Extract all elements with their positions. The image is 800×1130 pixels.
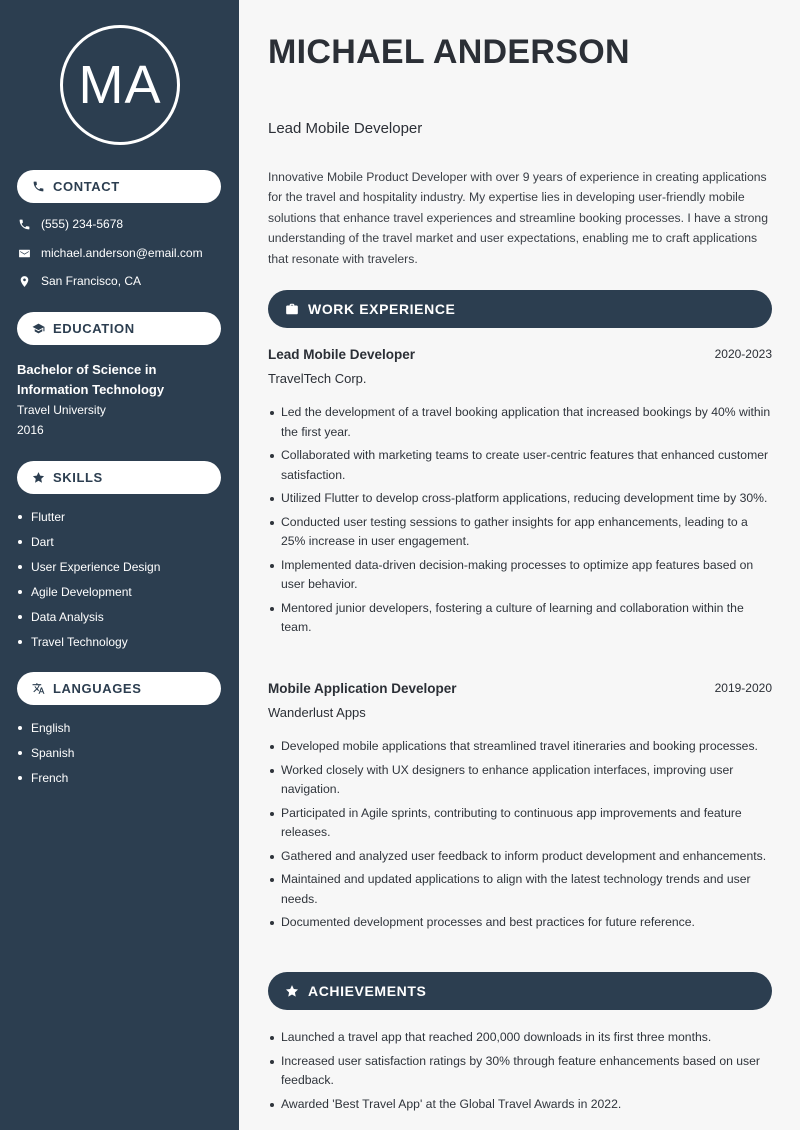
job-bullet: Worked closely with UX designers to enhance application interfaces, improving user navigation. <box>268 761 772 800</box>
work-experience-heading <box>268 290 772 328</box>
job-bullet: Maintained and updated applications to align with the latest technology trends and user needs. <box>268 870 772 909</box>
languages-heading-label: LANGUAGES <box>53 681 142 696</box>
achievement-item: Awarded 'Best Travel App' at the Global Travel Awards in 2022. <box>268 1095 772 1115</box>
job-bullet: Utilized Flutter to develop cross-platform applications, reducing development time by 30%. <box>268 489 772 509</box>
graduation-cap-icon <box>31 322 45 336</box>
job-bullet: Mentored junior developers, fostering a culture of learning and collaboration within the team. <box>268 599 772 638</box>
skill-item <box>17 509 160 534</box>
phone-icon <box>17 217 31 231</box>
education-heading <box>17 312 221 345</box>
language-label: English <box>31 721 71 735</box>
phone-icon <box>31 180 45 194</box>
language-label: French <box>31 771 69 785</box>
profile-summary: Innovative Mobile Product Developer with over 9 years of experience in creating applications for the travel and hospitality industry. My expertise lies in developing user-friendly mobile solutions that enhance travel experiences and streamline booking processes. I have a strong understanding of the travel market and user expectations, enabling me to craft applications that resonate with travelers. <box>268 170 768 266</box>
job-title: Lead Mobile Developer <box>268 347 416 362</box>
job-bullet: Documented development processes and best practices for future reference. <box>268 913 772 933</box>
skills-heading <box>17 461 221 494</box>
skills-heading-label: SKILLS <box>53 470 103 485</box>
sidebar <box>0 0 239 1130</box>
candidate-name: MICHAEL ANDERSON <box>268 33 630 71</box>
contact-phone[interactable] <box>17 217 123 231</box>
languages-heading <box>17 672 221 705</box>
skill-label: Flutter <box>31 510 66 524</box>
contact-email-text: michael.anderson@email.com <box>41 246 203 260</box>
contact-location-text: San Francisco, CA <box>41 274 142 288</box>
star-icon <box>31 471 45 485</box>
job-bullets <box>268 737 772 937</box>
job-bullet: Developed mobile applications that streamlined travel itineraries and booking processes. <box>268 737 772 757</box>
language-item <box>17 720 74 745</box>
contact-location <box>17 274 141 288</box>
job-bullet: Collaborated with marketing teams to create user-centric features that enhanced customer satisfaction. <box>268 446 772 485</box>
skill-label: Agile Development <box>31 585 132 599</box>
skill-item <box>17 634 160 659</box>
location-pin-icon <box>17 274 31 288</box>
skill-label: Travel Technology <box>31 635 128 649</box>
languages-list <box>17 720 74 795</box>
achievements-list <box>268 1028 772 1118</box>
education-year: 2016 <box>17 423 44 437</box>
skills-list <box>17 509 160 659</box>
job-bullet: Conducted user testing sessions to gather insights for app enhancements, leading to a 25% increase in user engagement. <box>268 513 772 552</box>
job-company: Wanderlust Apps <box>268 705 366 720</box>
star-icon <box>284 984 299 999</box>
language-label: Spanish <box>31 746 75 760</box>
avatar-initials: MA <box>60 25 180 145</box>
skill-item <box>17 609 160 634</box>
skill-item <box>17 559 160 584</box>
candidate-title: Lead Mobile Developer <box>268 120 423 137</box>
skill-label: Dart <box>31 535 54 549</box>
achievement-item: Launched a travel app that reached 200,000 downloads in its first three months. <box>268 1028 772 1048</box>
skill-item <box>17 534 160 559</box>
translate-icon <box>31 682 45 696</box>
job-bullet: Led the development of a travel booking application that increased bookings by 40% within the first year. <box>268 403 772 442</box>
job-bullet: Gathered and analyzed user feedback to inform product development and enhancements. <box>268 847 772 867</box>
contact-email[interactable] <box>17 246 203 260</box>
work-experience-heading-label: WORK EXPERIENCE <box>308 301 456 317</box>
contact-phone-text: (555) 234-5678 <box>41 217 124 231</box>
education-degree: Bachelor of Science in Information Technology <box>17 362 165 397</box>
job-bullets <box>268 403 772 642</box>
job-dates: 2019-2020 <box>714 681 772 695</box>
contact-heading-label: CONTACT <box>53 179 120 194</box>
briefcase-icon <box>284 302 299 317</box>
job-bullet: Implemented data-driven decision-making processes to optimize app features based on user behavior. <box>268 556 772 595</box>
achievements-heading <box>268 972 772 1010</box>
achievements-heading-label: ACHIEVEMENTS <box>308 983 427 999</box>
achievement-item: Increased user satisfaction ratings by 30% through feature enhancements based on user feedback. <box>268 1052 772 1091</box>
skill-label: User Experience Design <box>31 560 161 574</box>
education-school: Travel University <box>17 403 106 417</box>
education-heading-label: EDUCATION <box>53 321 135 336</box>
email-icon <box>17 246 31 260</box>
contact-heading <box>17 170 221 203</box>
job-dates: 2020-2023 <box>714 347 772 361</box>
skill-label: Data Analysis <box>31 610 104 624</box>
language-item <box>17 770 74 795</box>
job-company: TravelTech Corp. <box>268 371 367 386</box>
language-item <box>17 745 74 770</box>
skill-item <box>17 584 160 609</box>
job-bullet: Participated in Agile sprints, contributing to continuous app improvements and feature releases. <box>268 804 772 843</box>
job-title: Mobile Application Developer <box>268 681 457 696</box>
